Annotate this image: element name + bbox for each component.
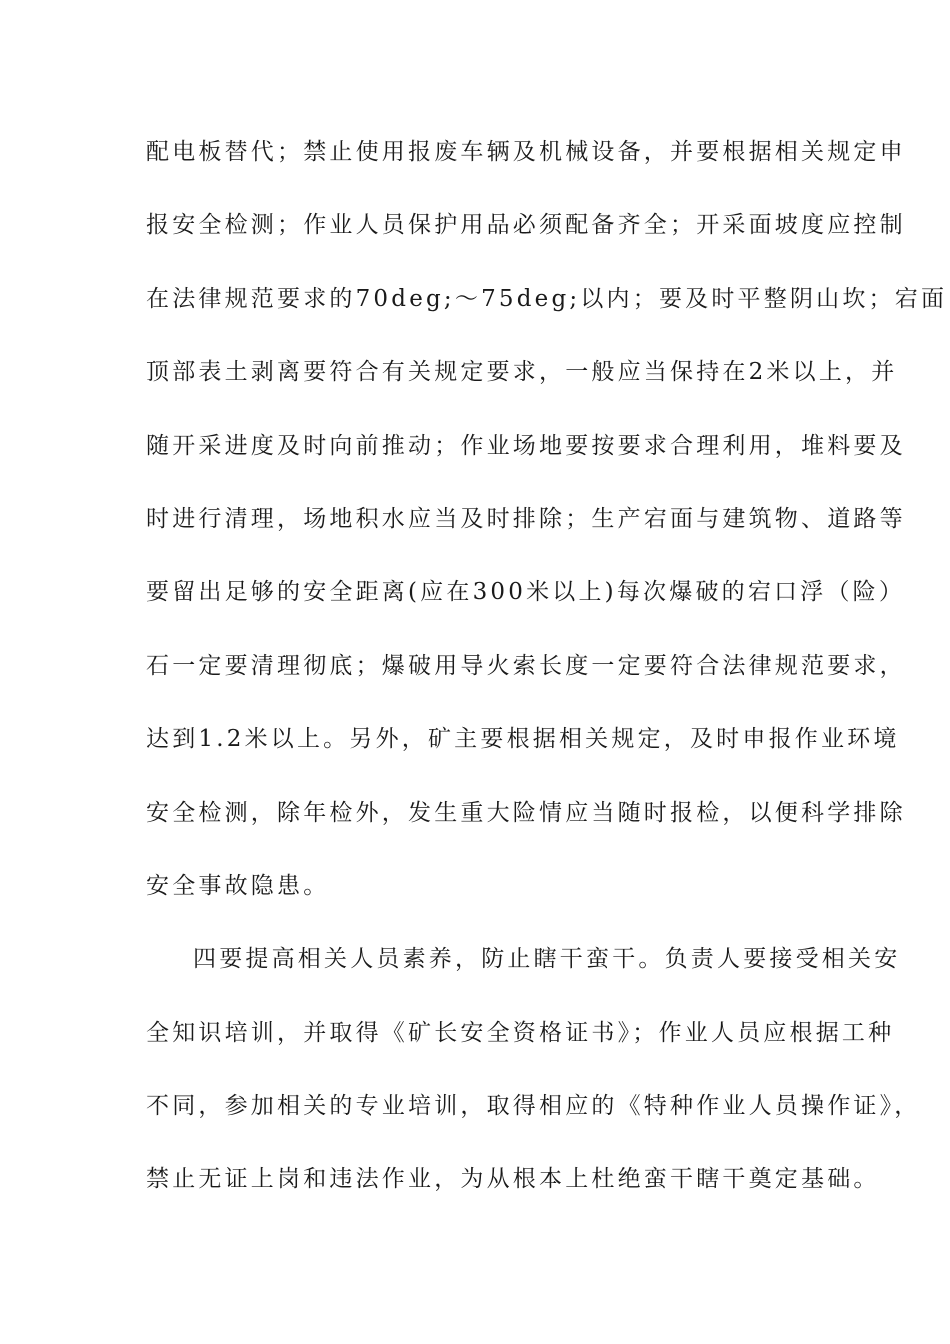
text-line: 配电板替代；禁止使用报废车辆及机械设备，并要根据相关规定申	[146, 139, 906, 165]
paragraph-start-line: 四要提高相关人员素养，防止瞎干蛮干。负责人要接受相关安	[193, 946, 901, 973]
text-line: 安全检测，除年检外，发生重大险情应当随时报检，以便科学排除	[146, 799, 906, 826]
text-line: 时进行清理，场地积水应当及时排除；生产宕面与建筑物、道路等	[146, 505, 906, 532]
text-line: 禁止无证上岗和违法作业，为从根本上杜绝蛮干瞎干奠定基础。	[146, 1166, 880, 1193]
text-line: 在法律规范要求的70deg;～75deg;以内；要及时平整阴山坎；宕面	[146, 285, 948, 312]
text-line: 安全事故隐患。	[146, 872, 330, 899]
text-line: 要留出足够的安全距离(应在300米以上)每次爆破的宕口浮（险）	[146, 579, 906, 606]
text-line: 全知识培训，并取得《矿长安全资格证书》；作业人员应根据工种	[146, 1019, 895, 1046]
text-line: 达到1.2米以上。另外，矿主要根据相关规定，及时申报作业环境	[146, 726, 900, 753]
text-line: 不同，参加相关的专业培训，取得相应的《特种作业人员操作证》，	[146, 1093, 921, 1120]
text-line: 随开采进度及时向前推动；作业场地要按要求合理利用，堆料要及	[146, 432, 906, 459]
text-line: 顶部表土剥离要符合有关规定要求，一般应当保持在2米以上，并	[146, 359, 898, 386]
text-line: 石一定要清理彻底；爆破用导火索长度一定要符合法律规范要求，	[146, 652, 906, 679]
body-text	[146, 130, 948, 1231]
text-line: 报安全检测；作业人员保护用品必须配备齐全；开采面坡度应控制	[146, 212, 906, 239]
